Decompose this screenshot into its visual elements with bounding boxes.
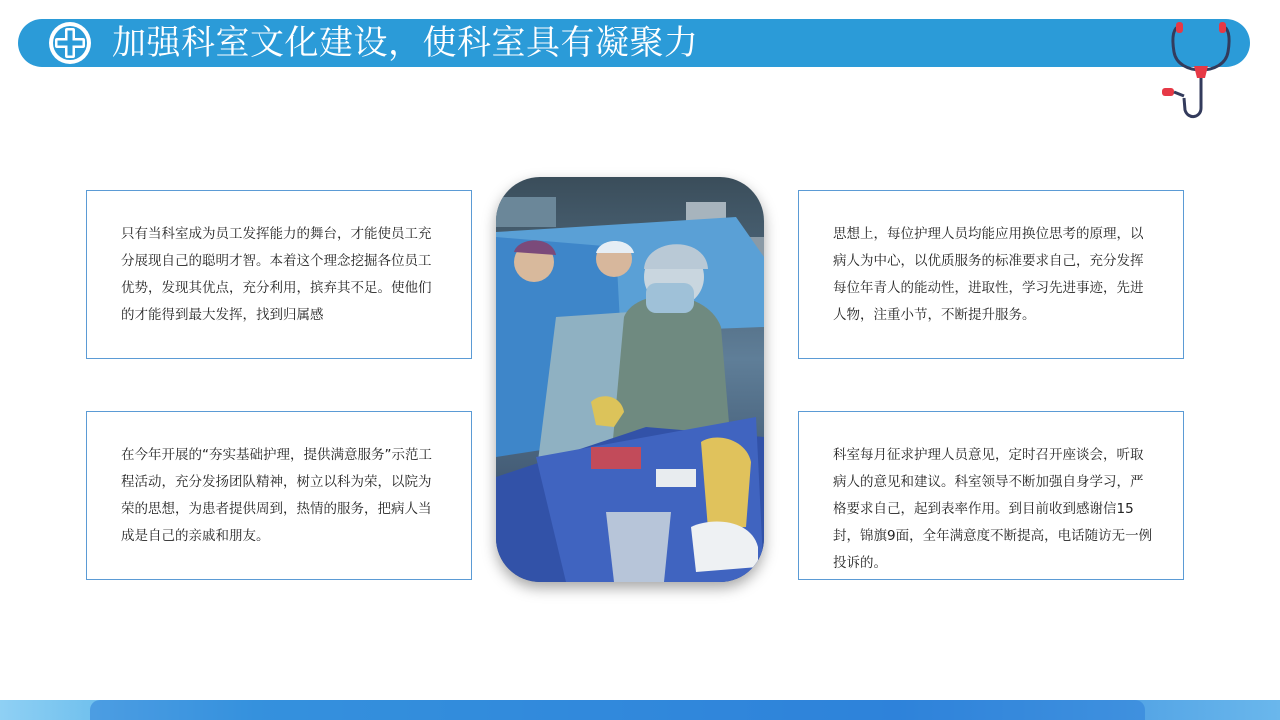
page-title: 加强科室文化建设，使科室具有凝聚力 (112, 23, 699, 63)
card-text: 科室每月征求护理人员意见，定时召开座谈会，听取病人的意见和建议。科室领导不断加强自身学习，严格要求自己，起到表率作用。到目前收到感谢信15封，锦旗9面，全年满意度不断提高，电话随访无一例投诉的。 (833, 447, 1153, 571)
surgery-photo (496, 177, 764, 582)
stethoscope-icon (1158, 16, 1244, 124)
info-card-teamwork (86, 411, 472, 580)
card-text: 思想上，每位护理人员均能应用换位思考的原理，以病人为中心，以优质服务的标准要求自己，充分发挥每位年青人的能动性，进取性，学习先进事迹，先进人物，注重小节，不断提升服务。 (833, 226, 1144, 323)
card-text: 只有当科室成为员工发挥能力的舞台，才能使员工充分展现自己的聪明才智。本着这个理念挖掘各位员工优势，发现其优点，充分利用，摈弃其不足。使他们的才能得到最大发挥，找到归属感 (121, 226, 432, 323)
medical-cross-icon (46, 19, 94, 67)
info-card-talent (86, 190, 472, 359)
card-text: 在今年开展的“夯实基础护理，提供满意服务”示范工程活动，充分发扬团队精神，树立以科为荣，以院为荣的思想，为患者提供周到，热情的服务，把病人当成是自己的亲戚和朋友。 (121, 447, 432, 544)
footer-bar (0, 700, 1280, 720)
info-card-thinking (798, 190, 1184, 359)
title-bar (18, 19, 1250, 67)
info-card-feedback (798, 411, 1184, 580)
footer-bar-accent (90, 700, 1145, 720)
